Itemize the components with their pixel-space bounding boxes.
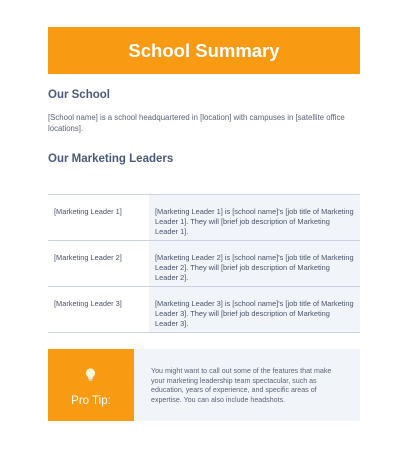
leader-description-cell: [Marketing Leader 2] is [school name]'s [job title of Marketing Leader 2]. They will [brief job description of Marketing Leader 2]. (149, 241, 360, 287)
our-school-text: [School name] is a school headquartered in [location] with campuses in [satellite office locations]. (48, 113, 345, 133)
leader-name-cell: [Marketing Leader 3] (48, 287, 149, 333)
pro-tip-text: You might want to call out some of the features that make your marketing leadership team spectacular, such as education, years of experience, and specific areas of expertise. You can also include headshots. (134, 349, 360, 421)
table-row (48, 287, 360, 333)
leader-description-cell: [Marketing Leader 1] is [school name]'s [job title of Marketing Leader 1]. They will [brief job description of Marketing Leader 1]. (149, 195, 360, 241)
pro-tip-box (48, 349, 134, 421)
lightbulb-icon (85, 368, 96, 382)
page-title: School Summary (128, 39, 280, 61)
table-row (48, 195, 360, 241)
marketing-leaders-table (48, 194, 360, 333)
leader-name-cell: [Marketing Leader 1] (48, 195, 149, 241)
pro-tip-label: Pro Tip: (71, 395, 111, 407)
leader-name-cell: [Marketing Leader 2] (48, 241, 149, 287)
leader-description-cell: [Marketing Leader 3] is [school name]'s [job title of Marketing Leader 3]. They will [brief job description of Marketing Leader 3]. (149, 287, 360, 333)
marketing-leaders-heading: Our Marketing Leaders (48, 153, 174, 165)
table-row (48, 241, 360, 287)
title-banner (48, 27, 360, 74)
our-school-heading: Our School (48, 89, 110, 101)
